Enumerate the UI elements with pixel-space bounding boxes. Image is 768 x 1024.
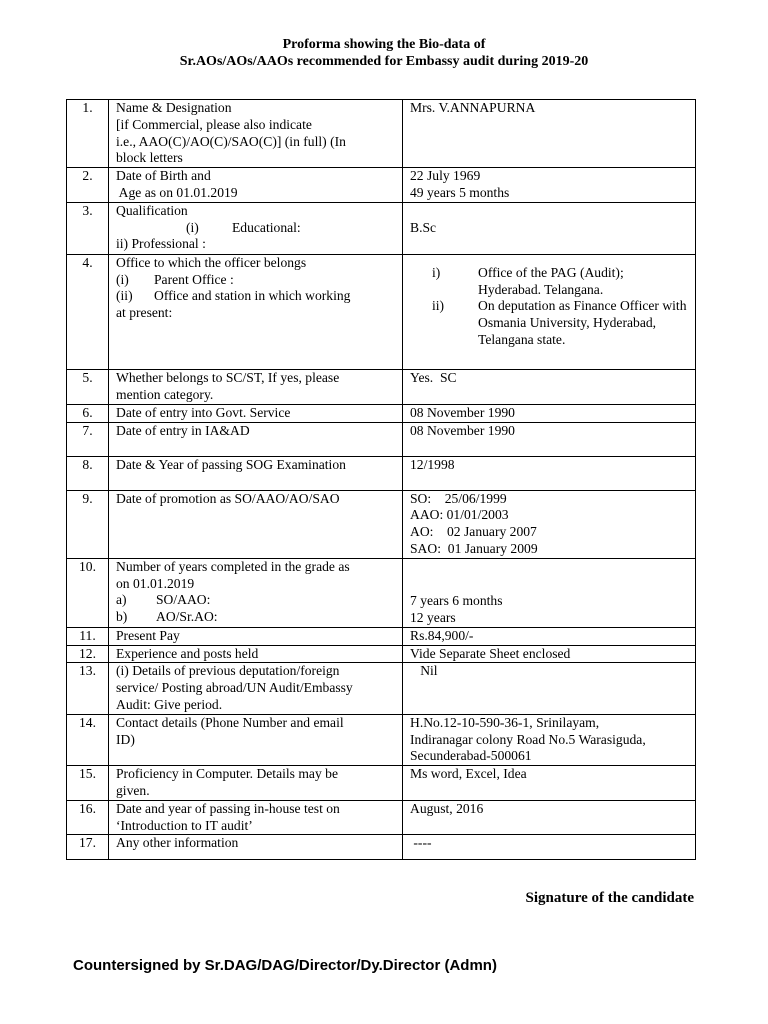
label-line: block letters	[116, 150, 183, 166]
label-line: ii) Professional :	[116, 236, 206, 252]
row-value	[403, 100, 696, 168]
row-number: 9.	[67, 490, 109, 558]
label-line: Date and year of passing in-house test on	[116, 800, 340, 816]
value-line: 12 years	[410, 609, 456, 625]
value-line: Secunderabad-500061	[410, 748, 532, 764]
row-value	[403, 369, 696, 404]
table-row	[67, 202, 696, 254]
table-row	[67, 404, 696, 422]
row-value	[403, 404, 696, 422]
row-value	[403, 558, 696, 627]
row-value	[403, 490, 696, 558]
label-line: Office to which the officer belongs	[116, 254, 307, 270]
row-value	[403, 627, 696, 645]
label-line: Date of Birth and	[116, 168, 211, 184]
table-row	[67, 490, 696, 558]
label-line: Date of entry in IA&AD	[116, 422, 250, 438]
label-line: Name & Designation	[116, 100, 232, 115]
label-subitem	[116, 592, 396, 609]
row-value	[403, 766, 696, 801]
label-line: ID)	[116, 731, 135, 747]
row-label	[109, 627, 403, 645]
value-line: H.No.12-10-590-36-1, Srinilayam,	[410, 714, 600, 730]
item-text: AO/Sr.AO:	[156, 609, 218, 625]
row-label	[109, 490, 403, 558]
label-subitem	[116, 220, 396, 237]
table-row	[67, 456, 696, 490]
value-line: ----	[410, 835, 432, 851]
item-text: Office and station in which working	[154, 288, 351, 304]
value-line: SAO: 01 January 2009	[410, 540, 538, 556]
item-marker: ii)	[432, 298, 445, 314]
row-label	[109, 202, 403, 254]
label-line: service/ Posting abroad/UN Audit/Embassy	[116, 680, 353, 696]
label-line: Present Pay	[116, 627, 180, 643]
row-label	[109, 714, 403, 765]
label-subitem	[116, 272, 396, 289]
value-line: Vide Separate Sheet enclosed	[410, 645, 571, 661]
row-label	[109, 422, 403, 456]
row-value	[403, 202, 696, 254]
value-line: Yes. SC	[410, 369, 457, 385]
row-number: 4.	[67, 254, 109, 369]
value-line: SO: 25/06/1999	[410, 490, 507, 506]
table-row	[67, 627, 696, 645]
label-line: Any other information	[116, 835, 239, 851]
value-line: Nil	[410, 663, 438, 679]
row-number: 7.	[67, 422, 109, 456]
value-line: B.Sc	[410, 219, 437, 235]
table-row	[67, 168, 696, 203]
value-line: Indiranagar colony Road No.5 Warasiguda,	[410, 731, 646, 747]
item-marker: i)	[432, 264, 441, 280]
row-number: 14.	[67, 714, 109, 765]
label-line: Proficiency in Computer. Details may be	[116, 766, 338, 782]
table-row	[67, 100, 696, 168]
row-number: 5.	[67, 369, 109, 404]
row-number: 15.	[67, 766, 109, 801]
value-subitem	[410, 298, 689, 348]
item-text: Parent Office :	[154, 271, 234, 287]
item-marker: b)	[116, 609, 128, 625]
value-line: AAO: 01/01/2003	[410, 507, 509, 523]
table-row	[67, 800, 696, 835]
label-line: Date & Year of passing SOG Examination	[116, 456, 346, 472]
row-label	[109, 369, 403, 404]
value-line: 22 July 1969	[410, 168, 481, 184]
value-line: Rs.84,900/-	[410, 627, 474, 643]
table-row	[67, 835, 696, 860]
document-subtitle: Sr.AOs/AOs/AAOs recommended for Embassy audit during 2019-20	[179, 54, 589, 69]
row-number: 1.	[67, 100, 109, 168]
label-line: Age as on 01.01.2019	[116, 184, 238, 200]
table-row	[67, 714, 696, 765]
value-line: Mrs. V.ANNAPURNA	[410, 100, 536, 115]
label-line: Contact details (Phone Number and email	[116, 714, 344, 730]
countersigned-label: Countersigned by Sr.DAG/DAG/Director/Dy.Director (Admn)	[73, 957, 497, 974]
value-line: August, 2016	[410, 800, 484, 816]
value-line: AO: 02 January 2007	[410, 524, 537, 540]
label-line: [if Commercial, please also indicate	[116, 116, 312, 132]
label-line: at present:	[116, 305, 173, 321]
value-line: 08 November 1990	[410, 422, 515, 438]
row-number: 6.	[67, 404, 109, 422]
item-text: On deputation as Finance Officer with Osmania University, Hyderabad, Telangana state.	[478, 298, 687, 347]
item-marker: (i)	[116, 271, 129, 287]
row-number: 13.	[67, 663, 109, 714]
value-line: 49 years 5 months	[410, 184, 510, 200]
label-line: (i) Details of previous deputation/foreign	[116, 663, 340, 679]
value-line: 12/1998	[410, 456, 455, 472]
label-line: Experience and posts held	[116, 645, 259, 661]
item-text: Office of the PAG (Audit); Hyderabad. Telangana.	[478, 264, 624, 297]
row-number: 16.	[67, 800, 109, 835]
table-row	[67, 369, 696, 404]
label-line: i.e., AAO(C)/AO(C)/SAO(C)] (in full) (In	[116, 133, 346, 149]
row-label	[109, 663, 403, 714]
document-title: Proforma showing the Bio-data of	[282, 37, 486, 52]
item-text: Educational:	[232, 219, 301, 235]
label-line: mention category.	[116, 386, 214, 402]
row-value	[403, 663, 696, 714]
value-line: Ms word, Excel, Idea	[410, 766, 527, 782]
label-line: Number of years completed in the grade as	[116, 558, 350, 574]
row-label	[109, 456, 403, 490]
label-line: Audit: Give period.	[116, 696, 223, 712]
row-label	[109, 835, 403, 860]
row-value	[403, 456, 696, 490]
label-line: given.	[116, 782, 150, 798]
label-subitem	[116, 288, 396, 305]
item-marker: (i)	[186, 219, 199, 235]
table-row	[67, 422, 696, 456]
biodata-table	[66, 99, 696, 860]
value-subitem	[410, 265, 689, 299]
row-label	[109, 558, 403, 627]
table-row	[67, 645, 696, 663]
row-number: 10.	[67, 558, 109, 627]
row-value	[403, 800, 696, 835]
label-line: Date of promotion as SO/AAO/AO/SAO	[116, 490, 340, 506]
label-line: Qualification	[116, 202, 188, 218]
label-subitem	[116, 609, 396, 626]
row-label	[109, 766, 403, 801]
table-row	[67, 558, 696, 627]
row-number: 17.	[67, 835, 109, 860]
value-line: 08 November 1990	[410, 404, 515, 420]
label-line: ‘Introduction to IT audit’	[116, 817, 253, 833]
value-line: 7 years 6 months	[410, 592, 503, 608]
row-value	[403, 168, 696, 203]
row-number: 3.	[67, 202, 109, 254]
label-line: on 01.01.2019	[116, 575, 195, 591]
row-value	[403, 254, 696, 369]
row-label	[109, 645, 403, 663]
row-label	[109, 168, 403, 203]
row-number: 11.	[67, 627, 109, 645]
label-line: Date of entry into Govt. Service	[116, 404, 291, 420]
table-row	[67, 766, 696, 801]
row-label	[109, 100, 403, 168]
item-marker: a)	[116, 592, 127, 608]
row-label	[109, 254, 403, 369]
row-number: 2.	[67, 168, 109, 203]
row-value	[403, 835, 696, 860]
label-line: Whether belongs to SC/ST, If yes, please	[116, 369, 340, 385]
row-label	[109, 800, 403, 835]
signature-label: Signature of the candidate	[525, 890, 694, 906]
table-row	[67, 254, 696, 369]
row-value	[403, 645, 696, 663]
row-value	[403, 422, 696, 456]
table-row	[67, 663, 696, 714]
item-text: SO/AAO:	[156, 592, 211, 608]
row-label	[109, 404, 403, 422]
row-number: 8.	[67, 456, 109, 490]
row-number: 12.	[67, 645, 109, 663]
item-marker: (ii)	[116, 288, 133, 304]
row-value	[403, 714, 696, 765]
